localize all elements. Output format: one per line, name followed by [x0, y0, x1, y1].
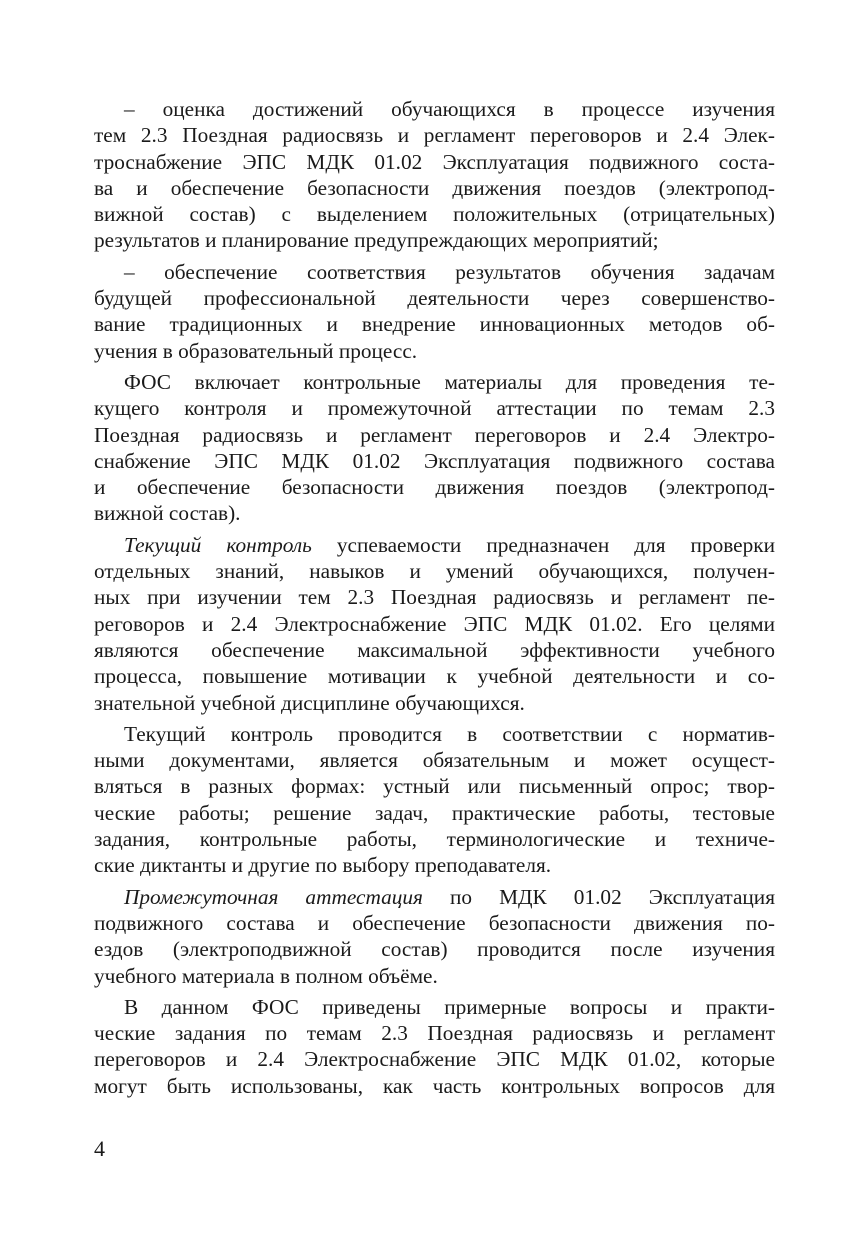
text-line: ездов (электроподвижной состав) проводится после изучения: [94, 937, 775, 962]
text-line: В данном ФОС приведены примерные вопросы и практи-: [124, 994, 775, 1019]
text-line: задания, контрольные работы, терминологические и техниче-: [94, 827, 775, 852]
text-line: ские диктанты и другие по выбору преподавателя.: [94, 853, 552, 878]
text-line: являются обеспечение максимальной эффективности учебного: [94, 637, 775, 662]
text-line: [94, 884, 775, 910]
text-line: реговоров и 2.4 Электроснабжение ЭПС МДК 01.02. Его целями: [94, 611, 775, 636]
text-line: ных при изучении тем 2.3 Поездная радиосвязь и регламент пе-: [94, 585, 775, 610]
paragraph-current-control: [94, 532, 775, 716]
paragraph-assessment-bullet: [94, 96, 775, 254]
text-line: знательной учебной дисциплине обучающихся.: [94, 690, 525, 715]
text-line: – оценка достижений обучающихся в процессе изучения: [124, 97, 775, 121]
text-line: отдельных знаний, навыков и умений обучающихся, получен-: [94, 559, 775, 584]
text-line: учебного материала в полном объёме.: [94, 963, 438, 988]
text-line: вание традиционных и внедрение инновационных методов об-: [94, 312, 775, 337]
text-line: тем 2.3 Поездная радиосвязь и регламент переговоров и 2.4 Элек-: [94, 123, 775, 148]
page-body: [94, 96, 775, 1104]
text-line: переговоров и 2.4 Электроснабжение ЭПС МДК 01.02, которые: [94, 1047, 775, 1072]
paragraph-compliance-bullet: [94, 259, 775, 364]
paragraph-control-forms: [94, 721, 775, 879]
text-line: ва и обеспечение безопасности движения поездов (электропод-: [94, 175, 775, 200]
text-line: ными документами, является обязательным и может осущест-: [94, 748, 775, 773]
text-line: результатов и планирование предупреждающих мероприятий;: [94, 228, 659, 253]
text-line: снабжение ЭПС МДК 01.02 Эксплуатация подвижного состава: [94, 448, 775, 473]
text-line: процесса, повышение мотивации к учебной деятельности и со-: [94, 664, 775, 689]
text-line: и обеспечение безопасности движения поездов (электропод-: [94, 475, 775, 500]
text-line: – обеспечение соответствия результатов обучения задачам: [124, 259, 775, 284]
italic-term: Текущий контроль: [124, 532, 312, 557]
text-line: ФОС включает контрольные материалы для проведения те-: [124, 369, 775, 394]
text-line: троснабжение ЭПС МДК 01.02 Эксплуатация подвижного соста-: [94, 149, 775, 174]
text-line: Поездная радиосвязь и регламент переговоров и 2.4 Электро-: [94, 422, 775, 447]
text-line: кущего контроля и промежуточной аттестации по темам 2.3: [94, 396, 775, 421]
text-line: Текущий контроль проводится в соответствии с норматив-: [124, 721, 775, 746]
text-line: учения в образовательный процесс.: [94, 338, 418, 363]
paragraph-fos-includes: [94, 369, 775, 527]
text-line: подвижного состава и обеспечение безопасности движения по-: [94, 910, 775, 935]
paragraph-sample-questions: [94, 994, 775, 1099]
text-line: будущей профессиональной деятельности через совершенство-: [94, 286, 775, 311]
text-line: ческие задания по темам 2.3 Поездная радиосвязь и регламент: [94, 1021, 775, 1046]
italic-term: Промежуточная аттестация: [124, 884, 423, 909]
text-line: [94, 532, 775, 558]
paragraph-intermediate-attestation: [94, 884, 775, 989]
text-run: по МДК 01.02 Эксплуатация: [422, 884, 775, 909]
text-line: ческие работы; решение задач, практические работы, тестовые: [94, 800, 775, 825]
text-line: вляться в разных формах: устный или письменный опрос; твор-: [94, 774, 775, 799]
page-number: 4: [94, 1136, 105, 1161]
text-run: успеваемости предназначен для проверки: [311, 532, 775, 557]
text-line: вижной состав).: [94, 501, 241, 526]
text-line: могут быть использованы, как часть контрольных вопросов для: [94, 1073, 775, 1098]
text-line: вижной состав) с выделением положительных (отрицательных): [94, 202, 775, 227]
